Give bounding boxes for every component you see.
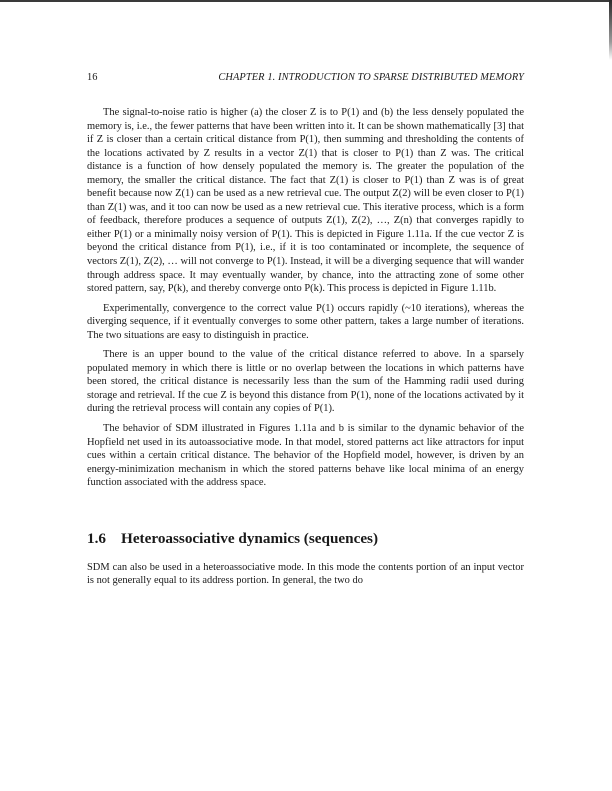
paragraph-heteroassociative-intro: SDM can also be used in a heteroassociative mode. In this mode the contents portion of an input vector is not generally equal to its address portion. In general, the two do bbox=[87, 561, 524, 587]
section-number: 1.6 bbox=[87, 529, 106, 547]
paragraph-upper-bound: There is an upper bound to the value of the critical distance referred to above. In a sparsely populated memory in which there is little or no overlap between the locations in which patterns have been stored, the critical distance is necessarily less than the sum of the Hamming radii used during storage and retrieval. If the cue Z is beyond this distance from P(1), none of the locations activated by it during the retrieval process will contain any copies of P(1). bbox=[87, 349, 524, 415]
scan-edge-top bbox=[0, 0, 612, 2]
running-header bbox=[87, 70, 524, 86]
chapter-title: CHAPTER 1. INTRODUCTION TO SPARSE DISTRIBUTED MEMORY bbox=[218, 72, 524, 83]
section-heading bbox=[87, 529, 524, 549]
page-number: 16 bbox=[87, 72, 98, 83]
section-title: Heteroassociative dynamics (sequences) bbox=[121, 529, 379, 547]
paragraph-hopfield-comparison: The behavior of SDM illustrated in Figures 1.11a and b is similar to the dynamic behavior of the Hopfield net used in its autoassociative mode. In that model, stored patterns act like attractors for input cues within a certain critical distance. The behavior of the Hopfield model, however, is driven by an energy-minimization mechanism in which the stored patterns behave like local minima of an energy function associated with the address space. bbox=[87, 423, 524, 489]
paragraph-signal-to-noise: The signal-to-noise ratio is higher (a) the closer Z is to P(1) and (b) the less densely populated the memory is, i.e., the fewer patterns that have been written into it. It can be shown mathematically [3] that if Z is closer than a certain critical distance from P(1), then summing and thresholding the contents of the locations activated by Z results in a vector Z(1) that is closer to P(1) than Z was. The critical distance is a function of how densely populated the memory is. The greater the population of the memory, the smaller the critical distance. The fact that Z(1) is closer to P(1) than Z was is of great benefit because now Z(1) can be used as a new retrieval cue. The output Z(2) will be even closer to P(1) than Z(1) was, and it too can now be used as a new retrieval cue. This iterative process, which is a form of feedback, therefore produces a sequence of outputs Z(1), Z(2), …, Z(n) that converges rapidly to either P(1) or a minimally noisy version of P(1). This is depicted in Figure 1.11a. If the cue vector Z is beyond the critical distance from P(1), i.e., if it is too contaminated or incomplete, the sequence of vectors Z(1), Z(2), … will not converge to P(1). Instead, it will be a diverging sequence that will wander through address space. It may eventually wander, by chance, into the attracting zone of some other stored pattern, say, P(k), and thereby converge onto P(k). This process is depicted in Figure 1.11b. bbox=[87, 107, 524, 295]
paragraph-experimental-convergence: Experimentally, convergence to the correct value P(1) occurs rapidly (~10 iterations), whereas the diverging sequence, if it eventually converges to some other pattern, takes a large number of iterations. The two situations are easy to distinguish in practice. bbox=[87, 302, 524, 341]
page-content bbox=[87, 70, 524, 588]
